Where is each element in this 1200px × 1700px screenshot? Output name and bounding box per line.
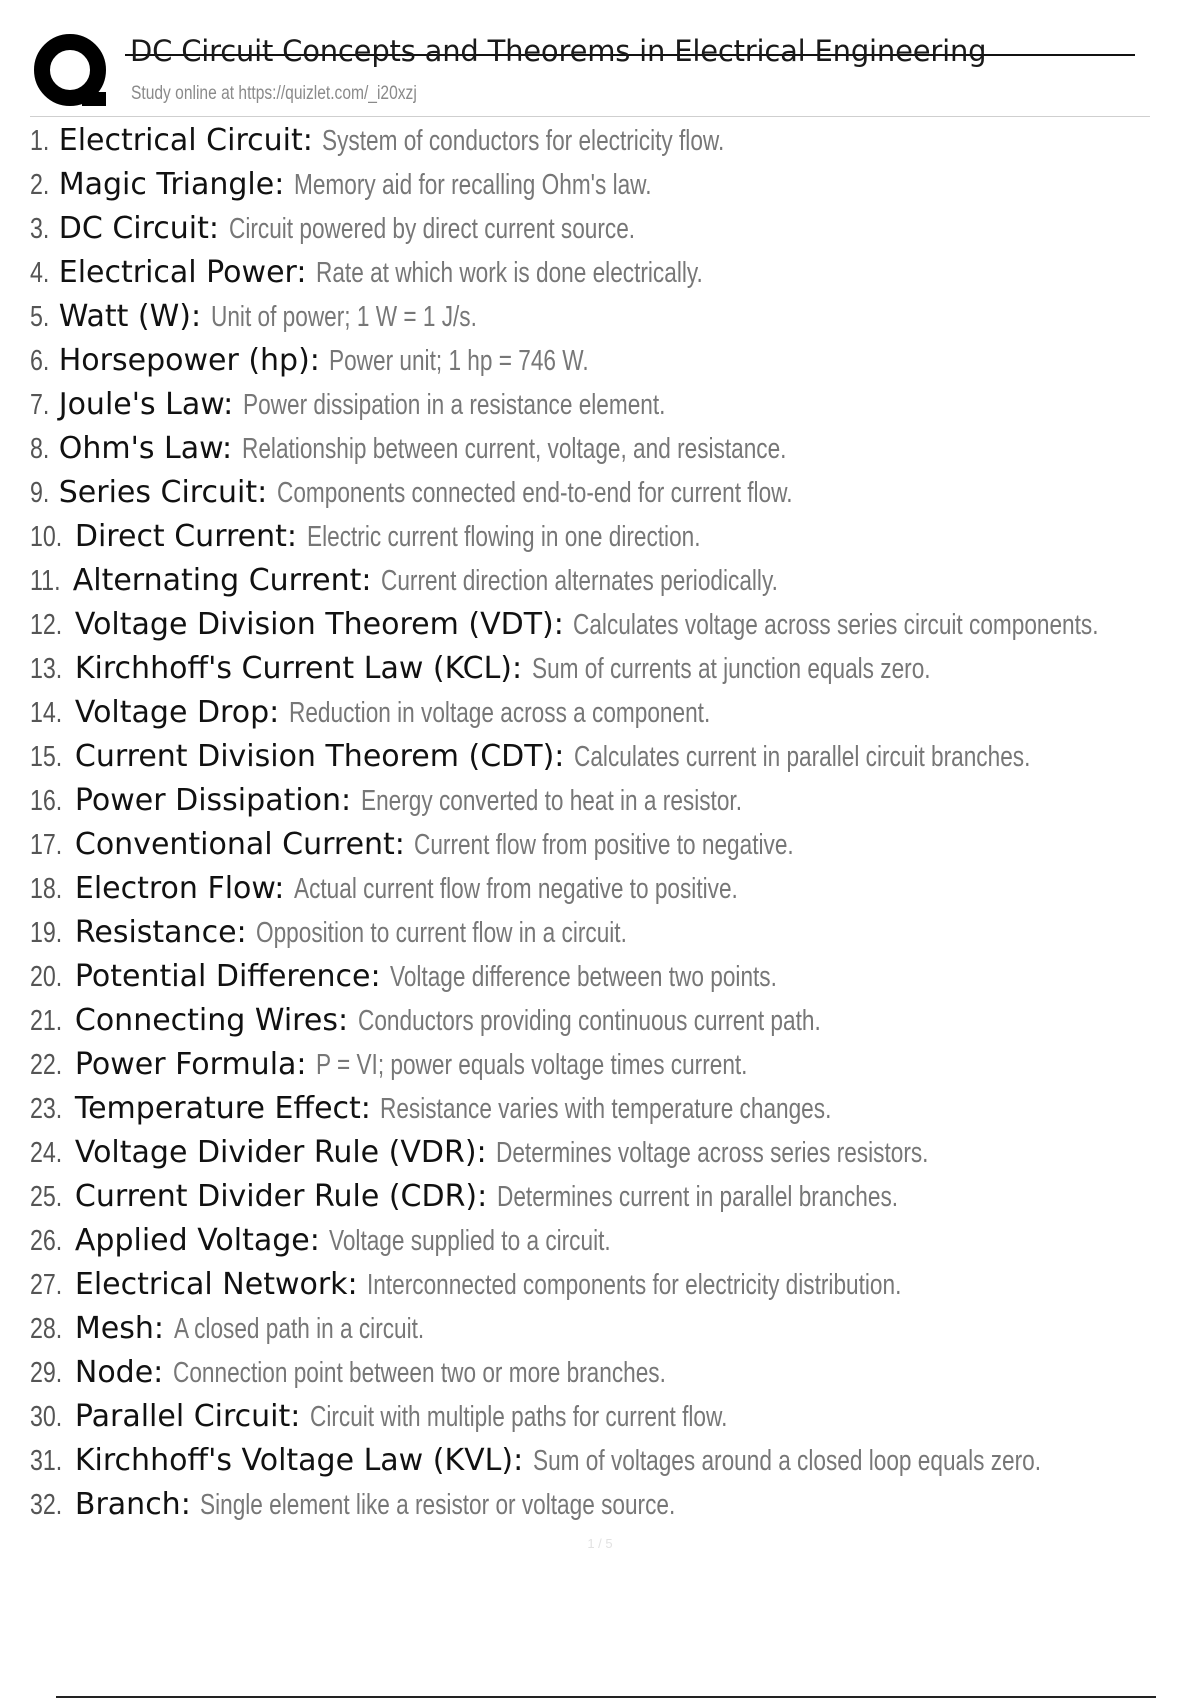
list-item (30, 207, 1150, 251)
term-number: 4. (30, 257, 50, 289)
term-number: 19. (30, 917, 63, 949)
term-definition: Relationship between current, voltage, and resistance. (241, 433, 787, 465)
term-number: 17. (30, 829, 63, 861)
list-item (30, 867, 1150, 911)
list-item (30, 251, 1150, 295)
term-name: Parallel Circuit: (74, 1399, 301, 1434)
term-name: Current Divider Rule (CDR): (74, 1179, 488, 1214)
term-number: 25. (30, 1181, 63, 1213)
term-number: 20. (30, 961, 63, 993)
term-number: 30. (30, 1401, 63, 1433)
term-definition: System of conductors for electricity flow. (322, 125, 725, 157)
term-definition: Circuit with multiple paths for current flow. (309, 1401, 728, 1433)
term-number: 23. (30, 1093, 63, 1125)
term-definition: Single element like a resistor or voltage source. (200, 1489, 676, 1521)
term-definition: Actual current flow from negative to positive. (293, 873, 738, 905)
list-item (30, 295, 1150, 339)
term-definition: Determines current in parallel branches. (496, 1181, 898, 1213)
term-name: Alternating Current: (72, 563, 372, 598)
list-item (30, 119, 1150, 163)
term-number: 11. (30, 565, 61, 597)
term-definition: Unit of power; 1 W = 1 J/s. (210, 301, 477, 333)
term-number: 18. (30, 873, 63, 905)
list-item (30, 1307, 1150, 1351)
list-item (30, 823, 1150, 867)
term-name: Watt (W): (58, 299, 202, 334)
footer-divider (56, 1696, 1156, 1698)
list-item (30, 471, 1150, 515)
term-definition: Voltage difference between two points. (390, 961, 778, 993)
list-item (30, 1263, 1150, 1307)
term-definition: Opposition to current flow in a circuit. (256, 917, 628, 949)
list-item (30, 339, 1150, 383)
term-definition: Rate at which work is done electrically. (316, 257, 703, 289)
term-number: 27. (30, 1269, 63, 1301)
term-number: 16. (30, 785, 63, 817)
term-number: 15. (30, 741, 63, 773)
list-item (30, 1131, 1150, 1175)
term-name: Horsepower (hp): (58, 343, 320, 378)
term-definition: Conductors providing continuous current path. (357, 1005, 821, 1037)
term-definition: Electric current flowing in one direction. (306, 521, 701, 553)
term-number: 29. (30, 1357, 63, 1389)
term-definition: A closed path in a circuit. (173, 1313, 424, 1345)
term-name: Potential Difference: (74, 959, 381, 994)
term-number: 32. (30, 1489, 63, 1521)
list-item (30, 603, 1150, 647)
term-name: Kirchhoff's Voltage Law (KVL): (74, 1443, 524, 1478)
term-name: Voltage Drop: (74, 695, 280, 730)
term-definition: P = VI; power equals voltage times current. (316, 1049, 748, 1081)
header-divider (30, 116, 1150, 117)
term-number: 5. (30, 301, 50, 333)
document-title: DC Circuit Concepts and Theorems in Electrical Engineering (130, 34, 987, 68)
term-number: 7. (30, 389, 50, 421)
term-name: DC Circuit: (58, 211, 219, 246)
term-name: Electrical Circuit: (58, 123, 313, 158)
term-number: 21. (30, 1005, 63, 1037)
term-number: 26. (30, 1225, 63, 1257)
list-item (30, 1043, 1150, 1087)
quizlet-logo-icon (32, 32, 112, 112)
term-definition: Components connected end-to-end for current flow. (276, 477, 793, 509)
page-header (30, 28, 1140, 116)
list-item (30, 163, 1150, 207)
term-name: Resistance: (74, 915, 247, 950)
term-name: Series Circuit: (58, 475, 268, 510)
term-definition: Sum of voltages around a closed loop equals zero. (532, 1445, 1041, 1477)
term-definition: Energy converted to heat in a resistor. (360, 785, 742, 817)
term-number: 6. (30, 345, 50, 377)
list-item (30, 1087, 1150, 1131)
term-name: Electrical Power: (58, 255, 307, 290)
list-item (30, 691, 1150, 735)
term-definition: Power unit; 1 hp = 746 W. (329, 345, 590, 377)
term-name: Current Division Theorem (CDT): (74, 739, 565, 774)
term-list (30, 119, 1150, 1527)
list-item (30, 1219, 1150, 1263)
list-item (30, 955, 1150, 999)
term-definition: Sum of currents at junction equals zero. (531, 653, 931, 685)
list-item (30, 735, 1150, 779)
term-number: 10. (30, 521, 63, 553)
term-definition: Connection point between two or more branches. (172, 1357, 666, 1389)
list-item (30, 1395, 1150, 1439)
term-number: 3. (30, 213, 50, 245)
term-number: 13. (30, 653, 63, 685)
term-name: Voltage Division Theorem (VDT): (74, 607, 564, 642)
term-name: Power Dissipation: (74, 783, 352, 818)
term-name: Electron Flow: (74, 871, 285, 906)
term-definition: Resistance varies with temperature changes. (380, 1093, 832, 1125)
term-name: Direct Current: (74, 519, 298, 554)
term-name: Branch: (74, 1487, 191, 1522)
term-definition: Calculates current in parallel circuit branches. (573, 741, 1031, 773)
term-definition: Circuit powered by direct current source. (228, 213, 635, 245)
list-item (30, 1483, 1150, 1527)
list-item (30, 1439, 1150, 1483)
term-number: 1. (30, 125, 50, 157)
term-name: Voltage Divider Rule (VDR): (74, 1135, 487, 1170)
term-definition: Calculates voltage across series circuit components. (573, 609, 1099, 641)
term-name: Temperature Effect: (74, 1091, 371, 1126)
term-number: 9. (30, 477, 50, 509)
page-indicator: 1 / 5 (587, 1536, 613, 1551)
study-online-link-text: Study online at https://quizlet.com/_i20xzj (131, 83, 417, 104)
term-name: Applied Voltage: (74, 1223, 320, 1258)
term-number: 8. (30, 433, 50, 465)
term-number: 22. (30, 1049, 63, 1081)
term-definition: Memory aid for recalling Ohm's law. (293, 169, 652, 201)
term-definition: Voltage supplied to a circuit. (329, 1225, 612, 1257)
term-name: Kirchhoff's Current Law (KCL): (74, 651, 523, 686)
list-item (30, 383, 1150, 427)
term-name: Joule's Law: (58, 387, 234, 422)
term-definition: Reduction in voltage across a component. (288, 697, 711, 729)
list-item (30, 647, 1150, 691)
term-name: Node: (74, 1355, 164, 1390)
term-name: Mesh: (74, 1311, 164, 1346)
term-definition: Current direction alternates periodically. (381, 565, 778, 597)
list-item (30, 1175, 1150, 1219)
list-item (30, 999, 1150, 1043)
term-number: 31. (30, 1445, 63, 1477)
term-definition: Current flow from positive to negative. (414, 829, 795, 861)
term-number: 12. (30, 609, 63, 641)
list-item (30, 515, 1150, 559)
term-name: Conventional Current: (74, 827, 405, 862)
term-number: 2. (30, 169, 50, 201)
term-definition: Determines voltage across series resistors. (496, 1137, 929, 1169)
term-definition: Power dissipation in a resistance element. (242, 389, 666, 421)
term-name: Power Formula: (74, 1047, 307, 1082)
list-item (30, 1351, 1150, 1395)
term-name: Connecting Wires: (74, 1003, 349, 1038)
term-name: Electrical Network: (74, 1267, 358, 1302)
list-item (30, 911, 1150, 955)
term-definition: Interconnected components for electricity distribution. (367, 1269, 902, 1301)
list-item (30, 559, 1150, 603)
term-name: Magic Triangle: (58, 167, 285, 202)
list-item (30, 779, 1150, 823)
term-number: 14. (30, 697, 63, 729)
term-number: 28. (30, 1313, 63, 1345)
term-number: 24. (30, 1137, 63, 1169)
list-item (30, 427, 1150, 471)
term-name: Ohm's Law: (58, 431, 233, 466)
